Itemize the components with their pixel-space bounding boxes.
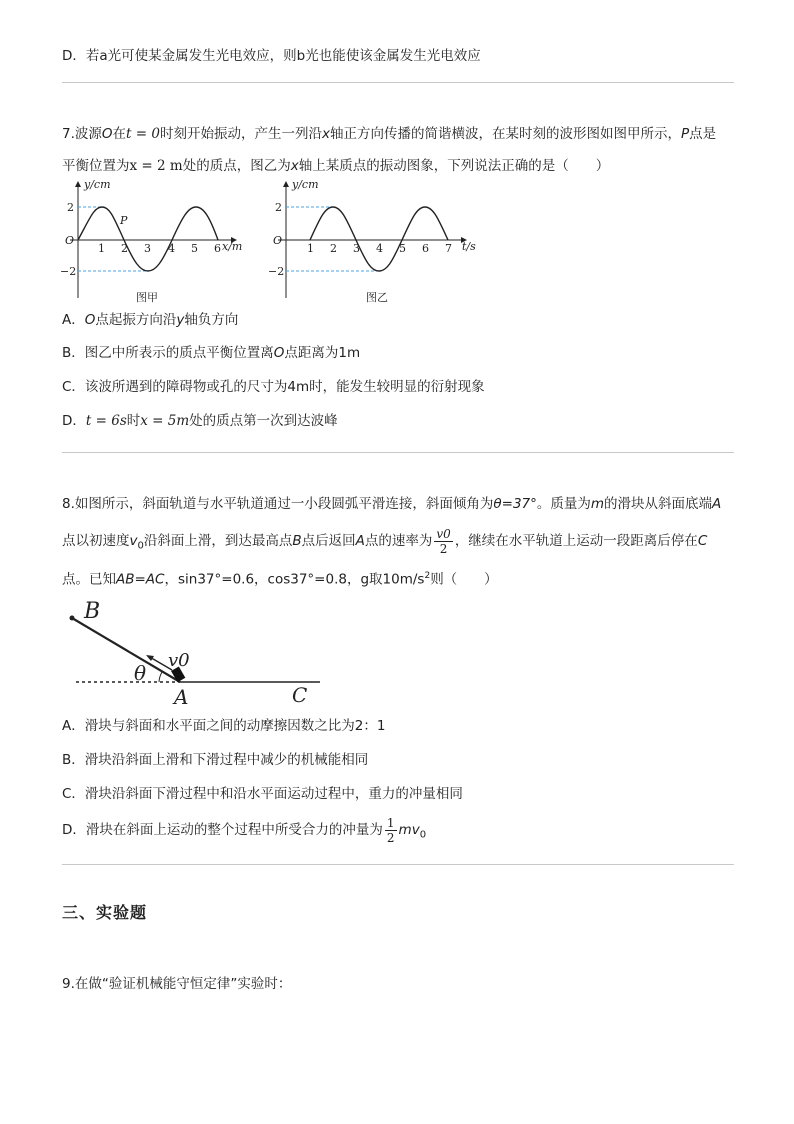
wave-curve [78,207,218,271]
label-a: A [174,685,189,709]
x-tick: 5 [191,242,198,255]
y-tick: 2 [67,201,74,214]
y-tick: −2 [268,265,285,278]
x-tick: 4 [376,242,383,255]
q8-option-c[interactable]: C．滑块沿斜面下滑过程中和沿水平面运动过程中，重力的冲量相同 [62,786,463,802]
q8-stem-line1: 8.如图所示，斜面轨道与水平轨道通过一小段圆弧平滑连接，斜面倾角为θ=37°。质量为m的滑块从斜面底端A [62,496,722,512]
x-tick: 6 [422,242,429,255]
q8-option-b[interactable]: B．滑块沿斜面上滑和下滑过程中减少的机械能相同 [62,752,369,768]
q7-option-b[interactable]: B．图乙中所表示的质点平衡位置离O点距离为1m [62,345,361,361]
wave-graph-figure [62,178,262,306]
separator [62,82,734,83]
point-b [70,616,75,621]
x-tick: 5 [399,242,406,255]
label-theta: θ [134,661,147,685]
q8-stem-line3: 点。已知AB=AC，sin37°=0.6，cos37°=0.8，g取$10m/s^2$则（ ） [62,571,498,588]
x-tick: 7 [445,242,452,255]
q8-stem-line2: 点以初速度$v_0$沿斜面上滑，到达最高点B点后返回A点的速率为 $\frac{v0}{2}$ ，继续在水平轨道上运动一段距离后停在C [62,526,708,556]
x-tick: 2 [330,242,337,255]
y-tick: 2 [275,201,282,214]
y-axis-label: y/cm [84,178,111,191]
x-tick: 6 [214,242,221,255]
q6-option-d[interactable]: D．若a光可使某金属发生光电效应，则b光也能使该金属发生光电效应 [62,48,481,64]
x-tick: 4 [168,242,175,255]
vibration-graph-figure [270,178,490,306]
y-axis-label: y/cm [292,178,319,191]
figure-caption: 图乙 [366,291,388,304]
vibration-curve [310,207,448,271]
label-c: C [292,683,308,707]
x-tick: 2 [121,242,128,255]
x-axis-label: t/s [462,240,476,253]
section-title: 三、实验题 [62,903,148,922]
origin-label: O [273,234,283,247]
x-tick: 1 [98,242,105,255]
point-p-label: P [120,214,128,227]
label-v0: v0 [168,650,190,671]
x-tick: 3 [144,242,151,255]
q7-stem-line1: 7.波源O在t = 0时刻开始振动，产生一列沿x轴正方向传播的简谐横波，在某时刻的波形图如图甲所示，P点是 [62,126,717,142]
q8-option-a[interactable]: A．滑块与斜面和水平面之间的动摩擦因数之比为2：1 [62,718,386,734]
origin-label: O [65,234,75,247]
incline-figure [62,596,332,708]
figure-caption: 图甲 [136,291,158,304]
y-tick: −2 [60,265,77,278]
q7-stem-line2: 平衡位置为x = 2 m处的质点，图乙为x轴上某质点的振动图象，下列说法正确的是（ ） [62,158,610,174]
x-tick: 1 [307,242,314,255]
q8-option-d[interactable]: D．滑块在斜面上运动的整个过程中所受合力的冲量为 $\frac{1}{2}$ $mv_0$ [62,815,427,845]
incline-track [72,618,180,682]
q9-stem: 9.在做“验证机械能守恒定律”实验时： [62,976,292,992]
separator [62,864,734,865]
x-tick: 3 [353,242,360,255]
separator [62,452,734,453]
x-axis-label: x/m [222,240,243,253]
q7-option-c[interactable]: C．该波所遇到的障碍物或孔的尺寸为4m时，能发生较明显的衍射现象 [62,379,485,395]
label-b: B [84,599,101,624]
q7-option-d[interactable]: D．t = 6s时x = 5m处的质点第一次到达波峰 [62,413,338,429]
q7-option-a[interactable]: A．O点起振方向沿y轴负方向 [62,312,239,328]
